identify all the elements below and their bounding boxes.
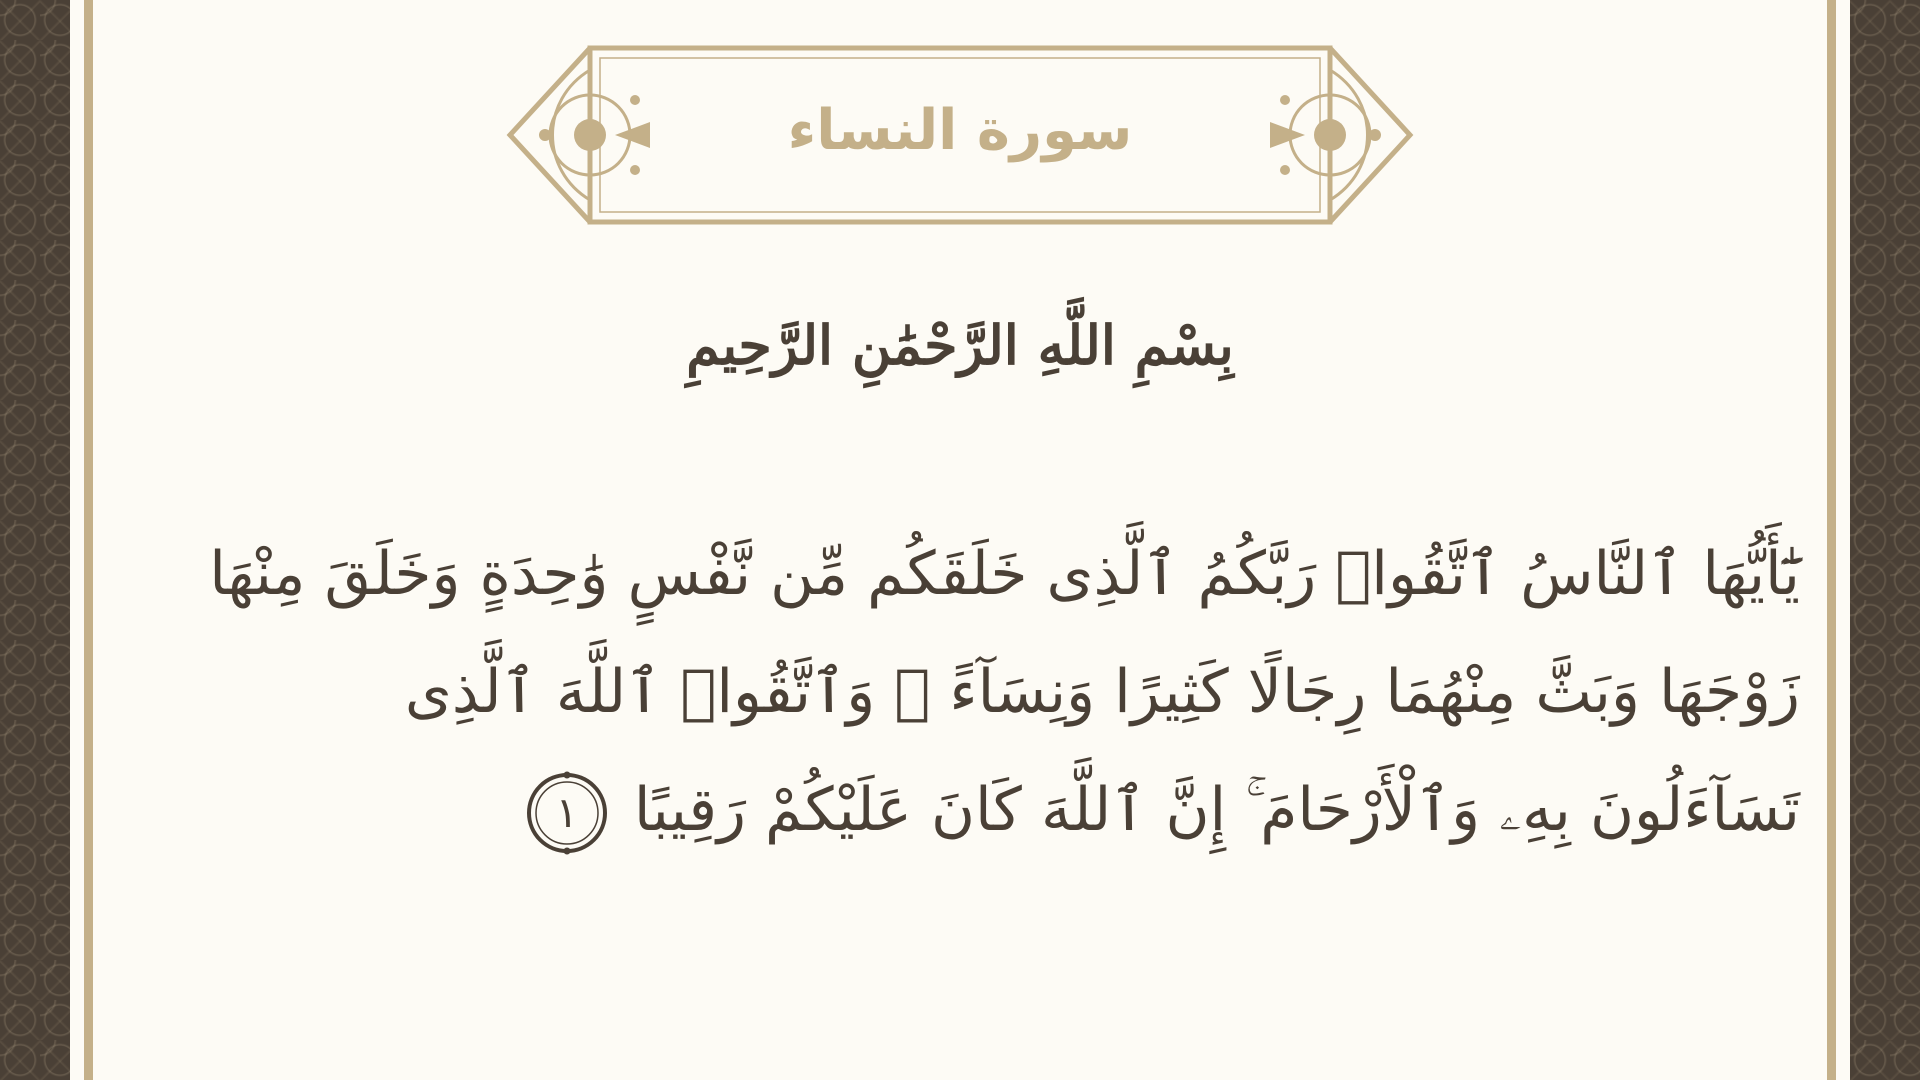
verse-line-3 [270, 751, 1800, 869]
verse-line-1: يَٰٓأَيُّهَا ٱلنَّاسُ ٱتَّقُوا۟ رَبَّكُمُ ٱلَّذِى خَلَقَكُم مِّن نَّفْسٍ وَٰحِدَةٍ وَخَلَقَ مِنْهَا [209, 539, 1800, 609]
verse-block [209, 515, 1800, 869]
ayah-end-marker [524, 770, 610, 856]
surah-title: سورة النساء [787, 97, 1133, 163]
basmala-calligraphy: بِسْمِ اللَّهِ الرَّحْمَٰنِ الرَّحِيمِ [686, 313, 1234, 377]
right-gold-rule [1827, 0, 1836, 1080]
ayah-number: ١ [555, 788, 579, 838]
left-gold-rule [84, 0, 93, 1080]
verse-line-2: زَوْجَهَا وَبَثَّ مِنْهُمَا رِجَالًا كَثِيرًا وَنِسَآءً ۚ وَٱتَّقُوا۟ ٱللَّهَ ٱلَّذِى [404, 657, 1800, 727]
left-ornamental-border [0, 0, 70, 1080]
right-ornamental-border [1850, 0, 1920, 1080]
verse-line-3-text: تَسَآءَلُونَ بِهِۦ وَٱلْأَرْحَامَ ۚ إِنَّ ٱللَّهَ كَانَ عَلَيْكُمْ رَقِيبًا [633, 775, 1800, 845]
